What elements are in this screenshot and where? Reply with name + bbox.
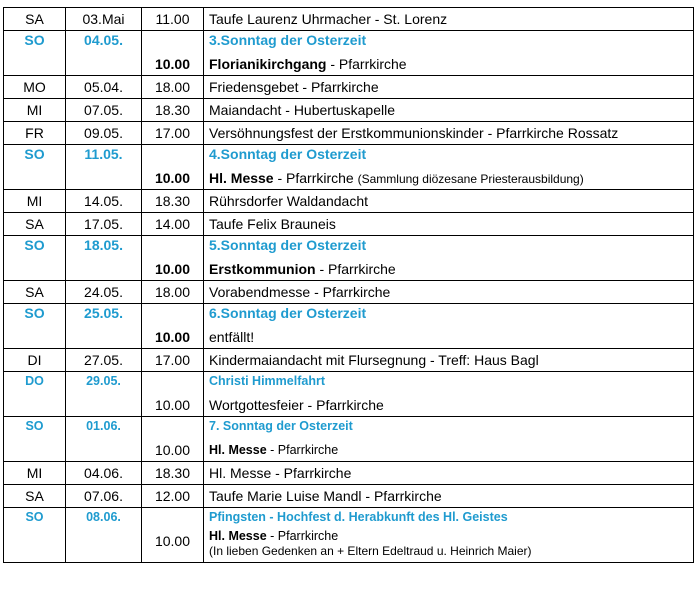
- time-cell: 18.30: [142, 462, 204, 485]
- day-cell: MI: [4, 190, 66, 213]
- day-cell: SO: [4, 417, 66, 462]
- service-note: (In lieben Gedenken an + Eltern Edeltraud u. Heinrich Maier): [209, 544, 532, 558]
- day-cell: SO: [4, 31, 66, 76]
- table-row: [4, 462, 694, 485]
- time-value: 10.00: [154, 56, 191, 72]
- time-cell: [142, 145, 204, 190]
- day-cell: FR: [4, 122, 66, 145]
- schedule-table: [3, 7, 694, 563]
- feast-title: 6.Sonntag der Osterzeit: [209, 305, 367, 321]
- date-cell: 04.06.: [66, 462, 142, 485]
- table-row: [4, 190, 694, 213]
- description-cell: [204, 372, 694, 417]
- date-cell: 09.05.: [66, 122, 142, 145]
- day-cell: MO: [4, 76, 66, 99]
- description-cell: Rührsdorfer Waldandacht: [204, 190, 694, 213]
- day-cell: DO: [4, 372, 66, 417]
- description-cell: Vorabendmesse - Pfarrkirche: [204, 281, 694, 304]
- table-row-sunday: [4, 31, 694, 76]
- date-cell: 03.Mai: [66, 8, 142, 31]
- service-location: - Pfarrkirche: [326, 56, 407, 72]
- table-row-sunday: [4, 145, 694, 190]
- service-name: Hl. Messe: [209, 529, 267, 543]
- table-row-sunday: [4, 417, 694, 462]
- date-cell: 25.05.: [66, 304, 142, 349]
- service-name: Hl. Messe: [209, 170, 274, 186]
- description-cell: [204, 508, 694, 563]
- table-row: [4, 99, 694, 122]
- time-cell: 14.00: [142, 213, 204, 236]
- time-cell: 17.00: [142, 122, 204, 145]
- time-cell: [142, 372, 204, 417]
- date-cell: 17.05.: [66, 213, 142, 236]
- date-cell: 01.06.: [66, 417, 142, 462]
- date-cell: 04.05.: [66, 31, 142, 76]
- description-cell: Taufe Felix Brauneis: [204, 213, 694, 236]
- description-cell: Versöhnungsfest der Erstkommunionskinder - Pfarrkirche Rossatz: [204, 122, 694, 145]
- description-cell: [204, 417, 694, 462]
- time-value: 10.00: [154, 533, 191, 549]
- time-cell: [142, 31, 204, 76]
- feast-title: Pfingsten - Hochfest d. Herabkunft des Hl. Geistes: [209, 510, 508, 524]
- description-cell: [204, 304, 694, 349]
- time-value: 10.00: [154, 442, 191, 458]
- date-cell: 08.06.: [66, 508, 142, 563]
- day-cell: MI: [4, 99, 66, 122]
- table-row: [4, 76, 694, 99]
- table-row: [4, 8, 694, 31]
- date-cell: 07.06.: [66, 485, 142, 508]
- time-cell: 17.00: [142, 349, 204, 372]
- time-cell: 11.00: [142, 8, 204, 31]
- service-location: - Pfarrkirche: [266, 443, 339, 457]
- date-cell: 29.05.: [66, 372, 142, 417]
- feast-title: 3.Sonntag der Osterzeit: [209, 32, 367, 48]
- table-row-sunday: [4, 304, 694, 349]
- feast-title: Christi Himmelfahrt: [209, 374, 325, 388]
- time-cell: 18.30: [142, 190, 204, 213]
- date-cell: 18.05.: [66, 236, 142, 281]
- day-cell: SA: [4, 485, 66, 508]
- table-row: [4, 122, 694, 145]
- description-cell: [204, 236, 694, 281]
- feast-title: 5.Sonntag der Osterzeit: [209, 237, 367, 253]
- day-cell: SO: [4, 236, 66, 281]
- service-note: (Sammlung diözesane Priesterausbildung): [357, 172, 584, 186]
- time-value: 10.00: [154, 170, 191, 186]
- day-cell: SA: [4, 213, 66, 236]
- date-cell: 11.05.: [66, 145, 142, 190]
- description-cell: Maiandacht - Hubertuskapelle: [204, 99, 694, 122]
- date-cell: 14.05.: [66, 190, 142, 213]
- date-cell: 27.05.: [66, 349, 142, 372]
- description-cell: Friedensgebet - Pfarrkirche: [204, 76, 694, 99]
- date-cell: 05.04.: [66, 76, 142, 99]
- description-cell: Taufe Marie Luise Mandl - Pfarrkirche: [204, 485, 694, 508]
- service-location: - Pfarrkirche: [273, 170, 358, 186]
- table-row: [4, 213, 694, 236]
- service-location: Wortgottesfeier - Pfarrkirche: [209, 397, 384, 413]
- day-cell: SA: [4, 8, 66, 31]
- table-row: [4, 349, 694, 372]
- table-row: [4, 485, 694, 508]
- service-location: - Pfarrkirche: [266, 529, 339, 543]
- service-name: Erstkommunion: [209, 261, 316, 277]
- time-cell: 18.00: [142, 76, 204, 99]
- time-cell: [142, 417, 204, 462]
- time-cell: [142, 236, 204, 281]
- time-cell: 18.30: [142, 99, 204, 122]
- time-value: 10.00: [154, 329, 191, 345]
- day-cell: SO: [4, 145, 66, 190]
- time-cell: 18.00: [142, 281, 204, 304]
- description-cell: Kindermaiandacht mit Flursegnung - Treff: Haus Bagl: [204, 349, 694, 372]
- time-cell: [142, 508, 204, 563]
- day-cell: SO: [4, 304, 66, 349]
- day-cell: MI: [4, 462, 66, 485]
- description-cell: [204, 31, 694, 76]
- description-cell: Taufe Laurenz Uhrmacher - St. Lorenz: [204, 8, 694, 31]
- service-location: entfällt!: [209, 329, 255, 345]
- table-row-feast: [4, 372, 694, 417]
- day-cell: SO: [4, 508, 66, 563]
- table-row-sunday: [4, 508, 694, 563]
- feast-title: 7. Sonntag der Osterzeit: [209, 419, 353, 433]
- service-name: Hl. Messe: [209, 443, 267, 457]
- description-cell: Hl. Messe - Pfarrkirche: [204, 462, 694, 485]
- date-cell: 24.05.: [66, 281, 142, 304]
- table-row-sunday: [4, 236, 694, 281]
- service-location: - Pfarrkirche: [315, 261, 396, 277]
- date-cell: 07.05.: [66, 99, 142, 122]
- feast-title: 4.Sonntag der Osterzeit: [209, 146, 367, 162]
- time-value: 10.00: [154, 397, 191, 413]
- time-cell: 12.00: [142, 485, 204, 508]
- time-value: 10.00: [154, 261, 191, 277]
- table-row: [4, 281, 694, 304]
- day-cell: DI: [4, 349, 66, 372]
- description-cell: [204, 145, 694, 190]
- time-cell: [142, 304, 204, 349]
- day-cell: SA: [4, 281, 66, 304]
- service-name: Florianikirchgang: [209, 56, 327, 72]
